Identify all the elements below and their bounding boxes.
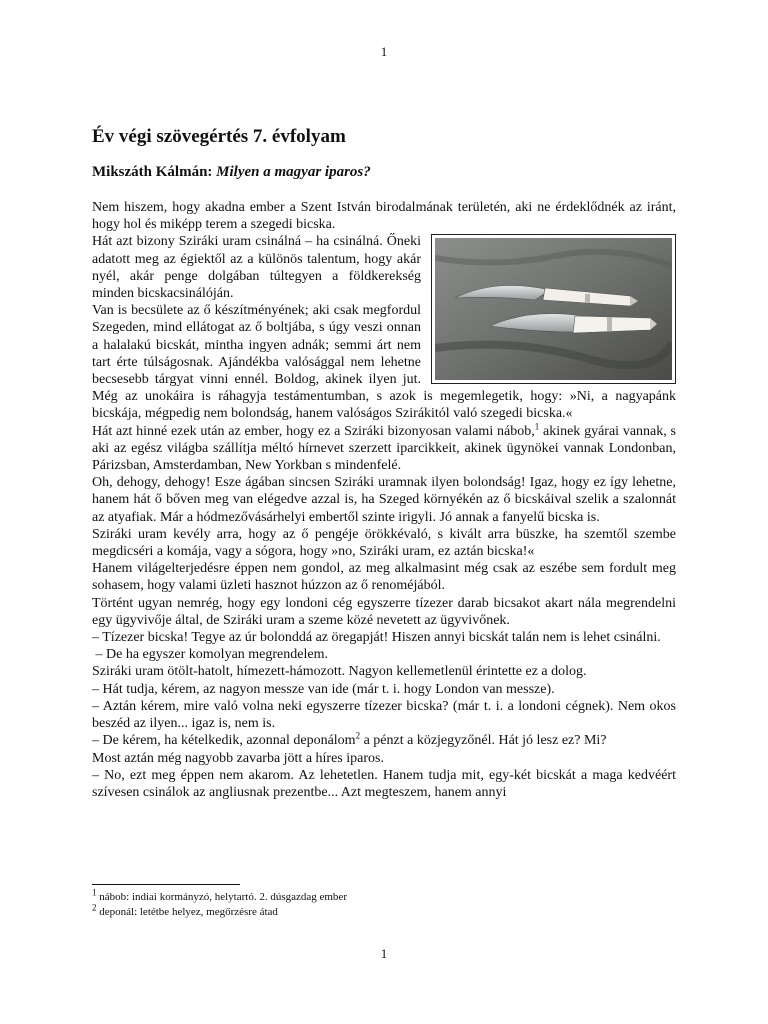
paragraph-16: – No, ezt meg éppen nem akarom. Az lehetetlen. Hanem tudja mit, egy-két bicskát a maga kedvéért szívesen csinálok az angliusnak prezentbe... Azt megteszem, hanem annyi [92, 767, 676, 800]
footnote-ref-2: 2 [355, 730, 361, 741]
body-text [92, 199, 676, 801]
paragraph-12: – Hát tudja, kérem, az nagyon messze van ide (már t. i. hogy London van messze). [92, 681, 555, 697]
paragraph-4 [92, 420, 676, 475]
paragraph-2: Hát azt bizony Sziráki uram csinálná – ha csinálná. Őneki adatott meg az égiektől az a különös talentum, hogy akár nyél, akár penge dolgában túltegyen a földkerekség minden bicskacsinálóján. [92, 234, 421, 302]
footnote-1-text: nábob: indiai kormányzó, helytartó. 2. dúsgazdag ember [96, 891, 347, 903]
paragraph-4-text-cont: akinek gyárai vannak, s aki az egész világba szállítja méltó hírnevet szerzett iparcikkeit, akinek ügynökei vannak Londonban, Párizsban, Amsterdamban, New Yorkban s mindenfelé. [92, 423, 676, 474]
paragraph-13: – Aztán kérem, mire való volna neki egyszerre tízezer bicska? (már t. i. a londoni cégnek). Nem okos beszéd az ilyen... igaz is, nem is. [92, 698, 676, 732]
paragraph-3: Van is becsülete az ő készítményének; aki csak megfordul Szegeden, mind ellátogat az ő boltjába, s úgy veszi onnan a halalakú bicskát, mintha ingyen adnák; semmi árt nem tart érte túlságosnak. Ajándékba valósággal nem lehetne becsesebb tárgyat vinni ennél. Boldog, akinek ilyen jut. Még az unokáira is ráhagyja testámentumban, s azok is megemlegetik, hogy: »Ni, a nagyapánk bicskája, mégpedig nem bolondság, hanem valóságos Szirákitól való szegedi bicska.« [92, 303, 676, 422]
work-title: Milyen a magyar iparos? [216, 164, 371, 180]
footnote-1-mark: 1 [92, 887, 97, 898]
header-page-number: 1 [380, 44, 388, 59]
paragraph-11: Sziráki uram ötölt-hatolt, hímezett-hámozott. Nagyon kellemetlenül érintette ez a dolog. [92, 664, 587, 680]
paragraph-14-text-cont: a pénzt a közjegyzőnél. Hát jó lesz ez? Mi? [360, 733, 607, 749]
page-title: Év végi szövegértés 7. évfolyam [92, 126, 346, 147]
paragraph-10: – De ha egyszer komolyan megrendelem. [92, 647, 328, 663]
footnotes [92, 887, 347, 920]
author-name: Mikszáth Kálmán: [92, 164, 213, 180]
knives-photo [431, 234, 676, 384]
footer-page-number: 1 [380, 946, 388, 961]
footnote-1 [92, 887, 347, 905]
knives-illustration [435, 238, 672, 380]
paragraph-8: Történt ugyan nemrég, hogy egy londoni cég egyszerre tízezer darab bicsakot akart nála megrendelni egy ügyvivője által, de Sziráki uram a szeme közé nevetett az ügyvivőnek. [92, 595, 676, 628]
footnote-ref-1: 1 [534, 420, 540, 431]
subtitle [92, 164, 371, 181]
paragraph-15: Most aztán még nagyobb zavarba jött a híres iparos. [92, 750, 384, 766]
footnote-2-mark: 2 [92, 902, 97, 913]
footnote-2 [92, 902, 347, 920]
paragraph-6: Sziráki uram kevély arra, hogy az ő pengéje örökkévaló, s kivált arra büszke, ha szemtől szembe megdicséri a komája, vagy a sógora, hogy »no, Sziráki uram, ez aztán bicska!« [92, 526, 676, 560]
paragraph-9: – Tízezer bicska! Tegye az úr bolonddá az öregapját! Hiszen annyi bicskát talán nem is lehet csinálni. [92, 630, 661, 646]
footnote-divider [92, 884, 240, 885]
paragraph-4-text: Hát azt hinné ezek után az ember, hogy ez a Sziráki bizonyosan valami nábob, [92, 423, 535, 439]
paragraph-5: Oh, dehogy, dehogy! Esze ágában sincsen Sziráki uramnak ilyen bolondság! Igaz, hogy ez így lehetne, hanem hát ő bőven meg van elégedve azzal is, ha Szeged környékén az ő bicskáival szelik a szalonnát az atyafiak. Már a hódmezővásárhelyi embertől szinte irigyli. Jó annak a fanyelű bicska is. [92, 475, 676, 525]
paragraph-14-text: – De kérem, ha kételkedik, azonnal deponálom [92, 733, 356, 749]
paragraph-14 [92, 732, 676, 749]
paragraph-1: Nem hiszem, hogy akadna ember a Szent István birodalmának területén, aki ne érdeklődnék az iránt, hogy hol és miképp terem a szegedi bicska. [92, 200, 676, 233]
footnote-2-text: deponál: letétbe helyez, megőrzésre átad [96, 906, 278, 918]
paragraph-7: Hanem világelterjedésre éppen nem gondol, az meg alkalmasint még csak az eszébe sem fordult meg sohasem, hogy valami üzleti hasznot húzzon az ő renoméjából. [92, 561, 676, 594]
